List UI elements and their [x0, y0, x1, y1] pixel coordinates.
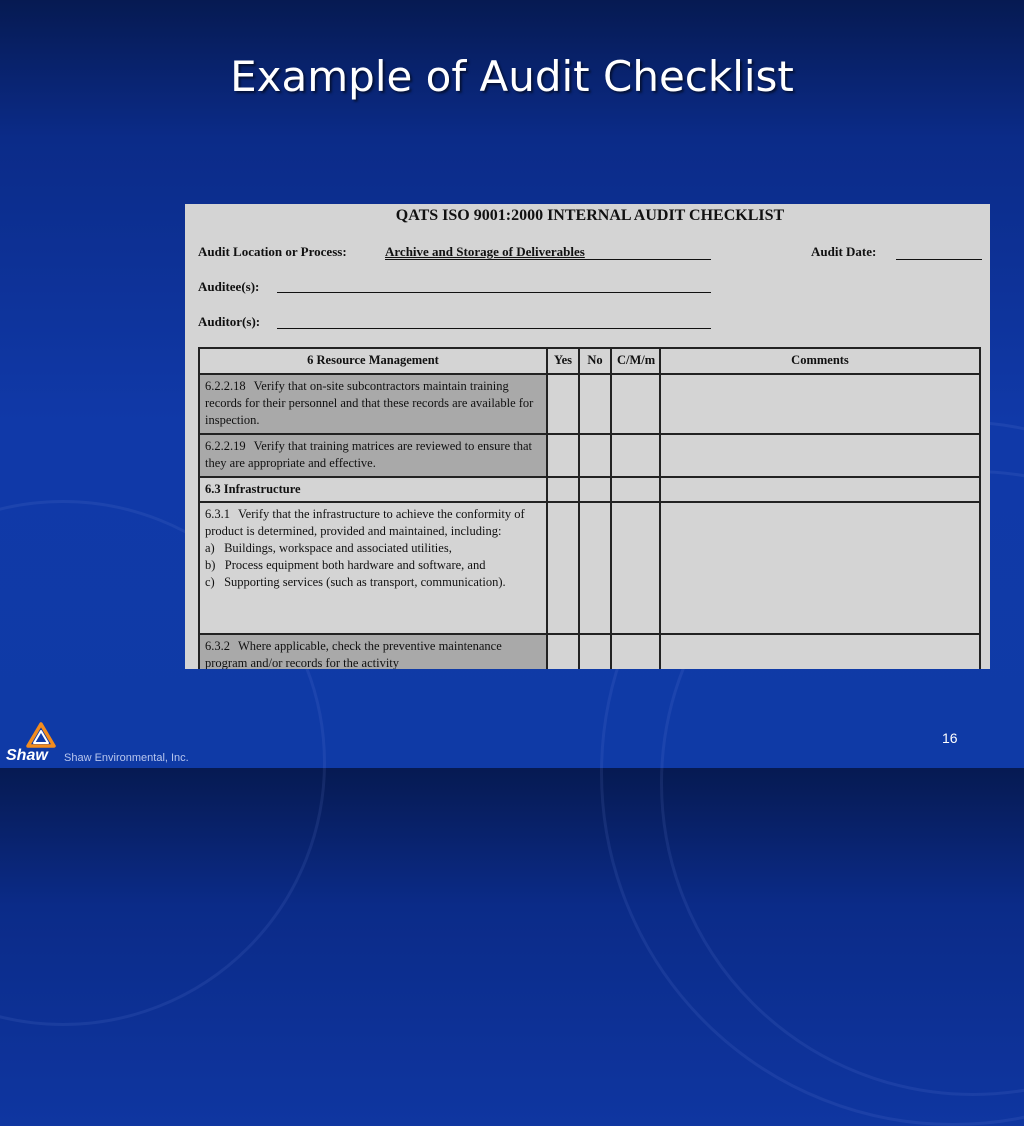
section-header-resource-management: 6 Resource Management — [199, 348, 547, 374]
item-6-3-2 — [199, 634, 547, 669]
comments-cell — [660, 477, 980, 502]
col-cmm-header: C/M/m — [611, 348, 660, 374]
item-number: 6.3.2 — [205, 639, 230, 653]
no-cell — [579, 477, 611, 502]
item-sub-b: b) Process equipment both hardware and software, and — [205, 558, 486, 572]
comments-cell[interactable] — [660, 634, 980, 669]
audit-date-label: Audit Date: — [811, 244, 877, 259]
item-main — [205, 506, 541, 540]
yes-cell[interactable] — [547, 502, 579, 634]
location-label: Audit Location or Process: — [198, 244, 347, 259]
cmm-cell[interactable] — [611, 374, 660, 434]
item-text: Verify that on-site subcontractors maintain training records for their personnel and that these records are available for inspection. — [205, 379, 534, 427]
cmm-cell[interactable] — [611, 434, 660, 477]
item-number: 6.2.2.19 — [205, 439, 246, 453]
auditors-line — [277, 328, 711, 329]
col-no-header: No — [579, 348, 611, 374]
item-6-2-2-19 — [199, 434, 547, 477]
document-title: QATS ISO 9001:2000 INTERNAL AUDIT CHECKLIST — [395, 207, 785, 224]
auditees-label: Auditee(s): — [198, 279, 260, 294]
comments-cell[interactable] — [660, 434, 980, 477]
section-row-infrastructure — [199, 477, 980, 502]
table-row — [199, 502, 980, 634]
location-value: Archive and Storage of Deliverables — [385, 244, 585, 259]
slide-title: Example of Audit Checklist — [230, 52, 794, 101]
triangle-logo-icon — [26, 722, 56, 748]
section-label: 6.3 Infrastructure — [199, 477, 547, 502]
cmm-cell[interactable] — [611, 634, 660, 669]
item-text: Where applicable, check the preventive maintenance program and/or records for the activity — [205, 639, 502, 669]
item-sub-a: a) Buildings, workspace and associated utilities, — [205, 541, 452, 555]
item-text: Verify that training matrices are reviewed to ensure that they are appropriate and effective. — [205, 439, 532, 470]
cmm-cell[interactable] — [611, 502, 660, 634]
auditees-line — [277, 292, 711, 293]
item-number: 6.3.1 — [205, 507, 230, 521]
company-name: Shaw Environmental, Inc. — [64, 752, 189, 764]
no-cell[interactable] — [579, 374, 611, 434]
no-cell[interactable] — [579, 502, 611, 634]
item-6-2-2-18 — [199, 374, 547, 434]
checklist-document — [185, 204, 990, 669]
yes-cell[interactable] — [547, 374, 579, 434]
checklist-table — [198, 347, 981, 669]
item-sub-c: c) Supporting services (such as transport, communication). — [205, 575, 506, 589]
item-number: 6.2.2.18 — [205, 379, 246, 393]
col-yes-header: Yes — [547, 348, 579, 374]
item-text: Verify that the infrastructure to achieve the conformity of product is determined, provided and maintained, including: — [205, 507, 525, 538]
yes-cell[interactable] — [547, 634, 579, 669]
yes-cell — [547, 477, 579, 502]
comments-cell[interactable] — [660, 374, 980, 434]
table-row — [199, 634, 980, 669]
auditors-label: Auditor(s): — [198, 314, 261, 329]
col-comments-header: Comments — [660, 348, 980, 374]
table-row — [199, 374, 980, 434]
no-cell[interactable] — [579, 434, 611, 477]
table-row — [199, 434, 980, 477]
location-line — [385, 259, 711, 260]
audit-date-line — [896, 259, 982, 260]
table-header-row — [199, 348, 980, 374]
no-cell[interactable] — [579, 634, 611, 669]
yes-cell[interactable] — [547, 434, 579, 477]
item-6-3-1 — [199, 502, 547, 634]
comments-cell[interactable] — [660, 502, 980, 634]
slide-number: 16 — [942, 730, 958, 746]
logo-wordmark: Shaw — [6, 747, 48, 764]
cmm-cell — [611, 477, 660, 502]
